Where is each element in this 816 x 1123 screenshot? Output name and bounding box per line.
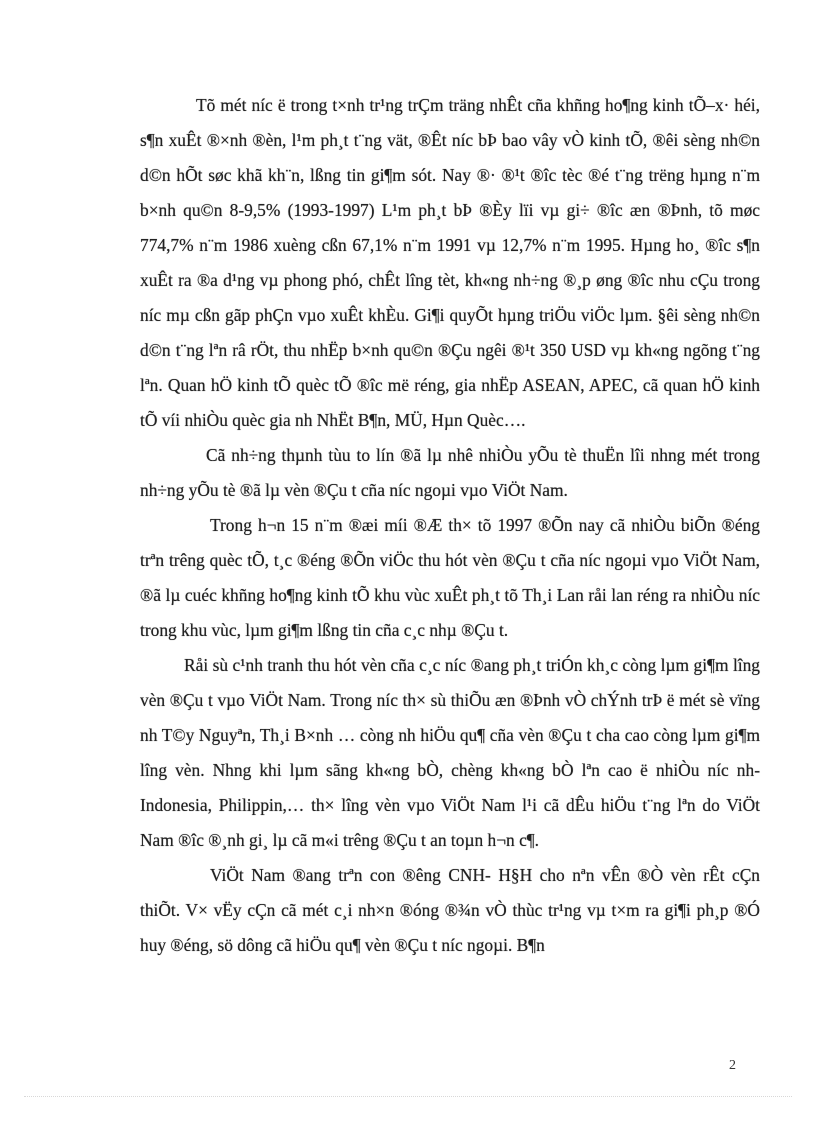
page-number: 2: [729, 1058, 736, 1073]
body-text: [140, 88, 760, 963]
paragraph: Trong h¬n 15 n¨m ®æi míi ®Æ th× tõ 1997 ®Õn nay cã nhiÒu biÕn ®éng trªn trêng quèc tÕ, t¸c ®éng ®Õn viÖc thu hót vèn ®Çu t cña níc ngoµi vµo ViÖt Nam, ®ã lµ cuéc khñng ho¶ng kinh tÕ khu vùc xuÊt ph¸t tõ Th¸i Lan råi lan réng ra nhiÒu níc trong khu vùc, lµm gi¶m lßng tin cña c¸c nhµ ®Çu t.: [140, 515, 760, 640]
page-bottom-divider: [24, 1096, 792, 1097]
paragraph: Tõ mét níc ë trong t×nh tr¹ng trÇm träng nhÊt cña khñng ho¶ng kinh tÕ–x· héi, s¶n xuÊt ®×nh ®èn, l¹m ph¸t t¨ng vät, ®Êt níc bÞ bao vây vÒ kinh tÕ, ®êi sèng nh©n d©n hÕt søc khã kh¨n, lßng tin gi¶m sót. Nay ®· ®¹t ®îc tèc ®é t¨ng trëng hµng n¨m b×nh qu©n 8-9,5% (1993-1997) L¹m ph¸t bÞ ®Èy lïi vµ gi÷ ®îc æn ®Þnh, tõ møc 774,7% n¨m 1986 xuèng cßn 67,1% n¨m 1991 vµ 12,7% n¨m 1995. Hµng ho¸ ®îc s¶n xuÊt ra ®a d¹ng vµ phong phó, chÊt lîng tèt, kh«ng nh÷ng ®¸p øng ®îc nhu cÇu trong níc mµ cßn gãp phÇn vµo xuÊt khÈu. Gi¶i quyÕt hµng triÖu viÖc lµm. §êi sèng nh©n d©n t¨ng lªn râ rÖt, thu nhËp b×nh qu©n ®Çu ngêi ®¹t 350 USD vµ kh«ng ngõng t¨ng lªn. Quan hÖ kinh tÕ quèc tÕ ®îc më réng, gia nhËp ASEAN, APEC, cã quan hÖ kinh tÕ víi nhiÒu quèc gia nh NhËt B¶n, MÜ, Hµn Quèc….: [140, 95, 760, 430]
paragraph: Råi sù c¹nh tranh thu hót vèn cña c¸c níc ®ang ph¸t triÓn kh¸c còng lµm gi¶m lîng vèn ®Çu t vµo ViÖt Nam. Trong níc th× sù thiÕu æn ®Þnh vÒ chÝnh trÞ ë mét sè vïng nh T©y Nguyªn, Th¸i B×nh … còng nh hiÖu qu¶ cña vèn ®Çu t cha cao còng lµm gi¶m lîng vèn. Nhng khi lµm sãng kh«ng bÒ, chèng kh«ng bÒ lªn cao ë nhiÒu níc nh Indonesia, Philippin,… th× lîng vèn vµo ViÖt Nam l¹i cã dÊu hiÖu t¨ng lªn do ViÖt Nam ®îc ®¸nh gi¸ lµ cã m«i trêng ®Çu t an toµn h¬n c¶.: [140, 655, 760, 850]
paragraph: Cã nh÷ng thµnh tùu to lín ®ã lµ nhê nhiÒu yÕu tè thuËn lîi nhng mét trong nh÷ng yÕu tè ®ã lµ vèn ®Çu t cña níc ngoµi vµo ViÖt Nam.: [140, 445, 760, 500]
paragraph: ViÖt Nam ®ang trªn con ®êng CNH- H§H cho nªn vÊn ®Ò vèn rÊt cÇn thiÕt. V× vËy cÇn cã mét c¸i nh×n ®óng ®¾n vÒ thùc tr¹ng vµ t×m ra gi¶i ph¸p ®Ó huy ®éng, sö dông cã hiÖu qu¶ vèn ®Çu t níc ngoµi. B¶n: [140, 865, 760, 955]
